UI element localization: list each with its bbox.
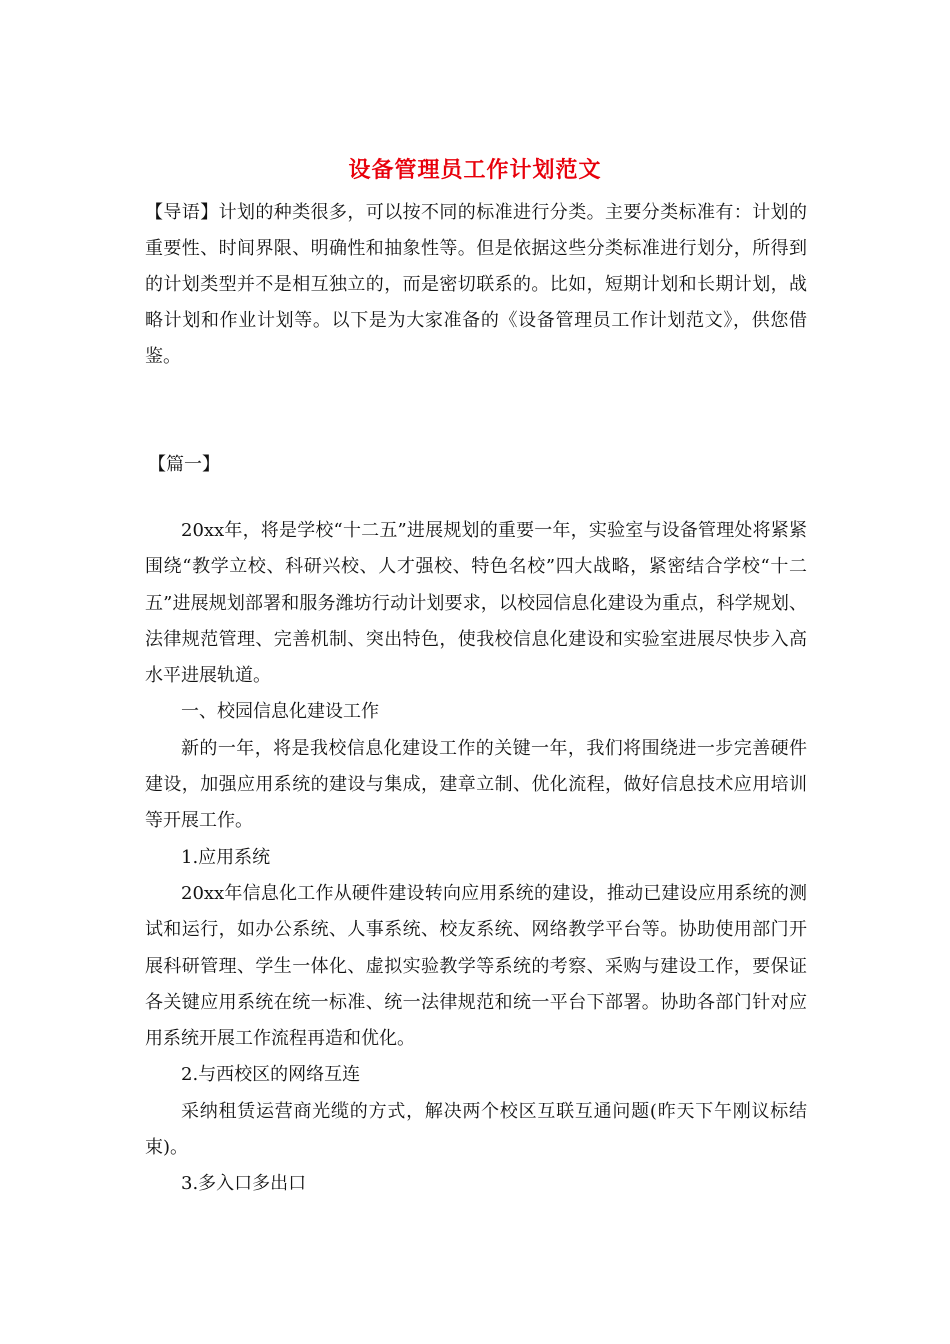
paragraph-application-systems: 20xx年信息化工作从硬件建设转向应用系统的建设，推动已建设应用系统的测试和运行，如办公系统、人事系统、校友系统、网络教学平台等。协助使用部门开展科研管理、学生一体化、虚拟实验教学等系统的考察、采购与建设工作，要保证各关键应用系统在统一标准、统一法律规范和统一平台下部署。协助各部门针对应用系统开展工作流程再造和优化。 — [145, 882, 807, 1050]
paragraph-new-year: 新的一年，将是我校信息化建设工作的关键一年，我们将围绕进一步完善硬件建设，加强应用系统的建设与集成，建章立制、优化流程，做好信息技术应用培训等开展工作。 — [145, 737, 807, 832]
document-title: 设备管理员工作计划范文 — [348, 157, 602, 183]
body-text — [145, 513, 807, 1203]
paragraph-west-campus-network: 采纳租赁运营商光缆的方式，解决两个校区互联互通问题(昨天下午刚议标结束)。 — [145, 1100, 807, 1159]
section-label: 【篇一】 — [148, 454, 220, 475]
heading-multi-entry-exit: 3.多入口多出口 — [181, 1173, 307, 1195]
heading-campus-informatization: 一、校园信息化建设工作 — [181, 701, 379, 723]
heading-west-campus-network: 2.与西校区的网络互连 — [181, 1064, 361, 1086]
intro-paragraph: 【导语】计划的种类很多，可以按不同的标准进行分类。主要分类标准有：计划的重要性、时间界限、明确性和抽象性等。但是依据这些分类标准进行划分，所得到的计划类型并不是相互独立的，而是密切联系的。比如，短期计划和长期计划，战略计划和作业计划等。以下是为大家准备的《设备管理员工作计划范文》，供您借鉴。 — [145, 202, 807, 367]
paragraph-overview: 20xx年，将是学校“十二五”进展规划的重要一年，实验室与设备管理处将紧紧围绕“教学立校、科研兴校、人才强校、特色名校”四大战略，紧密结合学校“十二五”进展规划部署和服务潍坊行动计划要求，以校园信息化建设为重点，科学规划、法律规范管理、完善机制、突出特色，使我校信息化建设和实验室进展尽快步入高水平进展轨道。 — [145, 520, 807, 687]
heading-application-systems: 1.应用系统 — [181, 846, 271, 868]
